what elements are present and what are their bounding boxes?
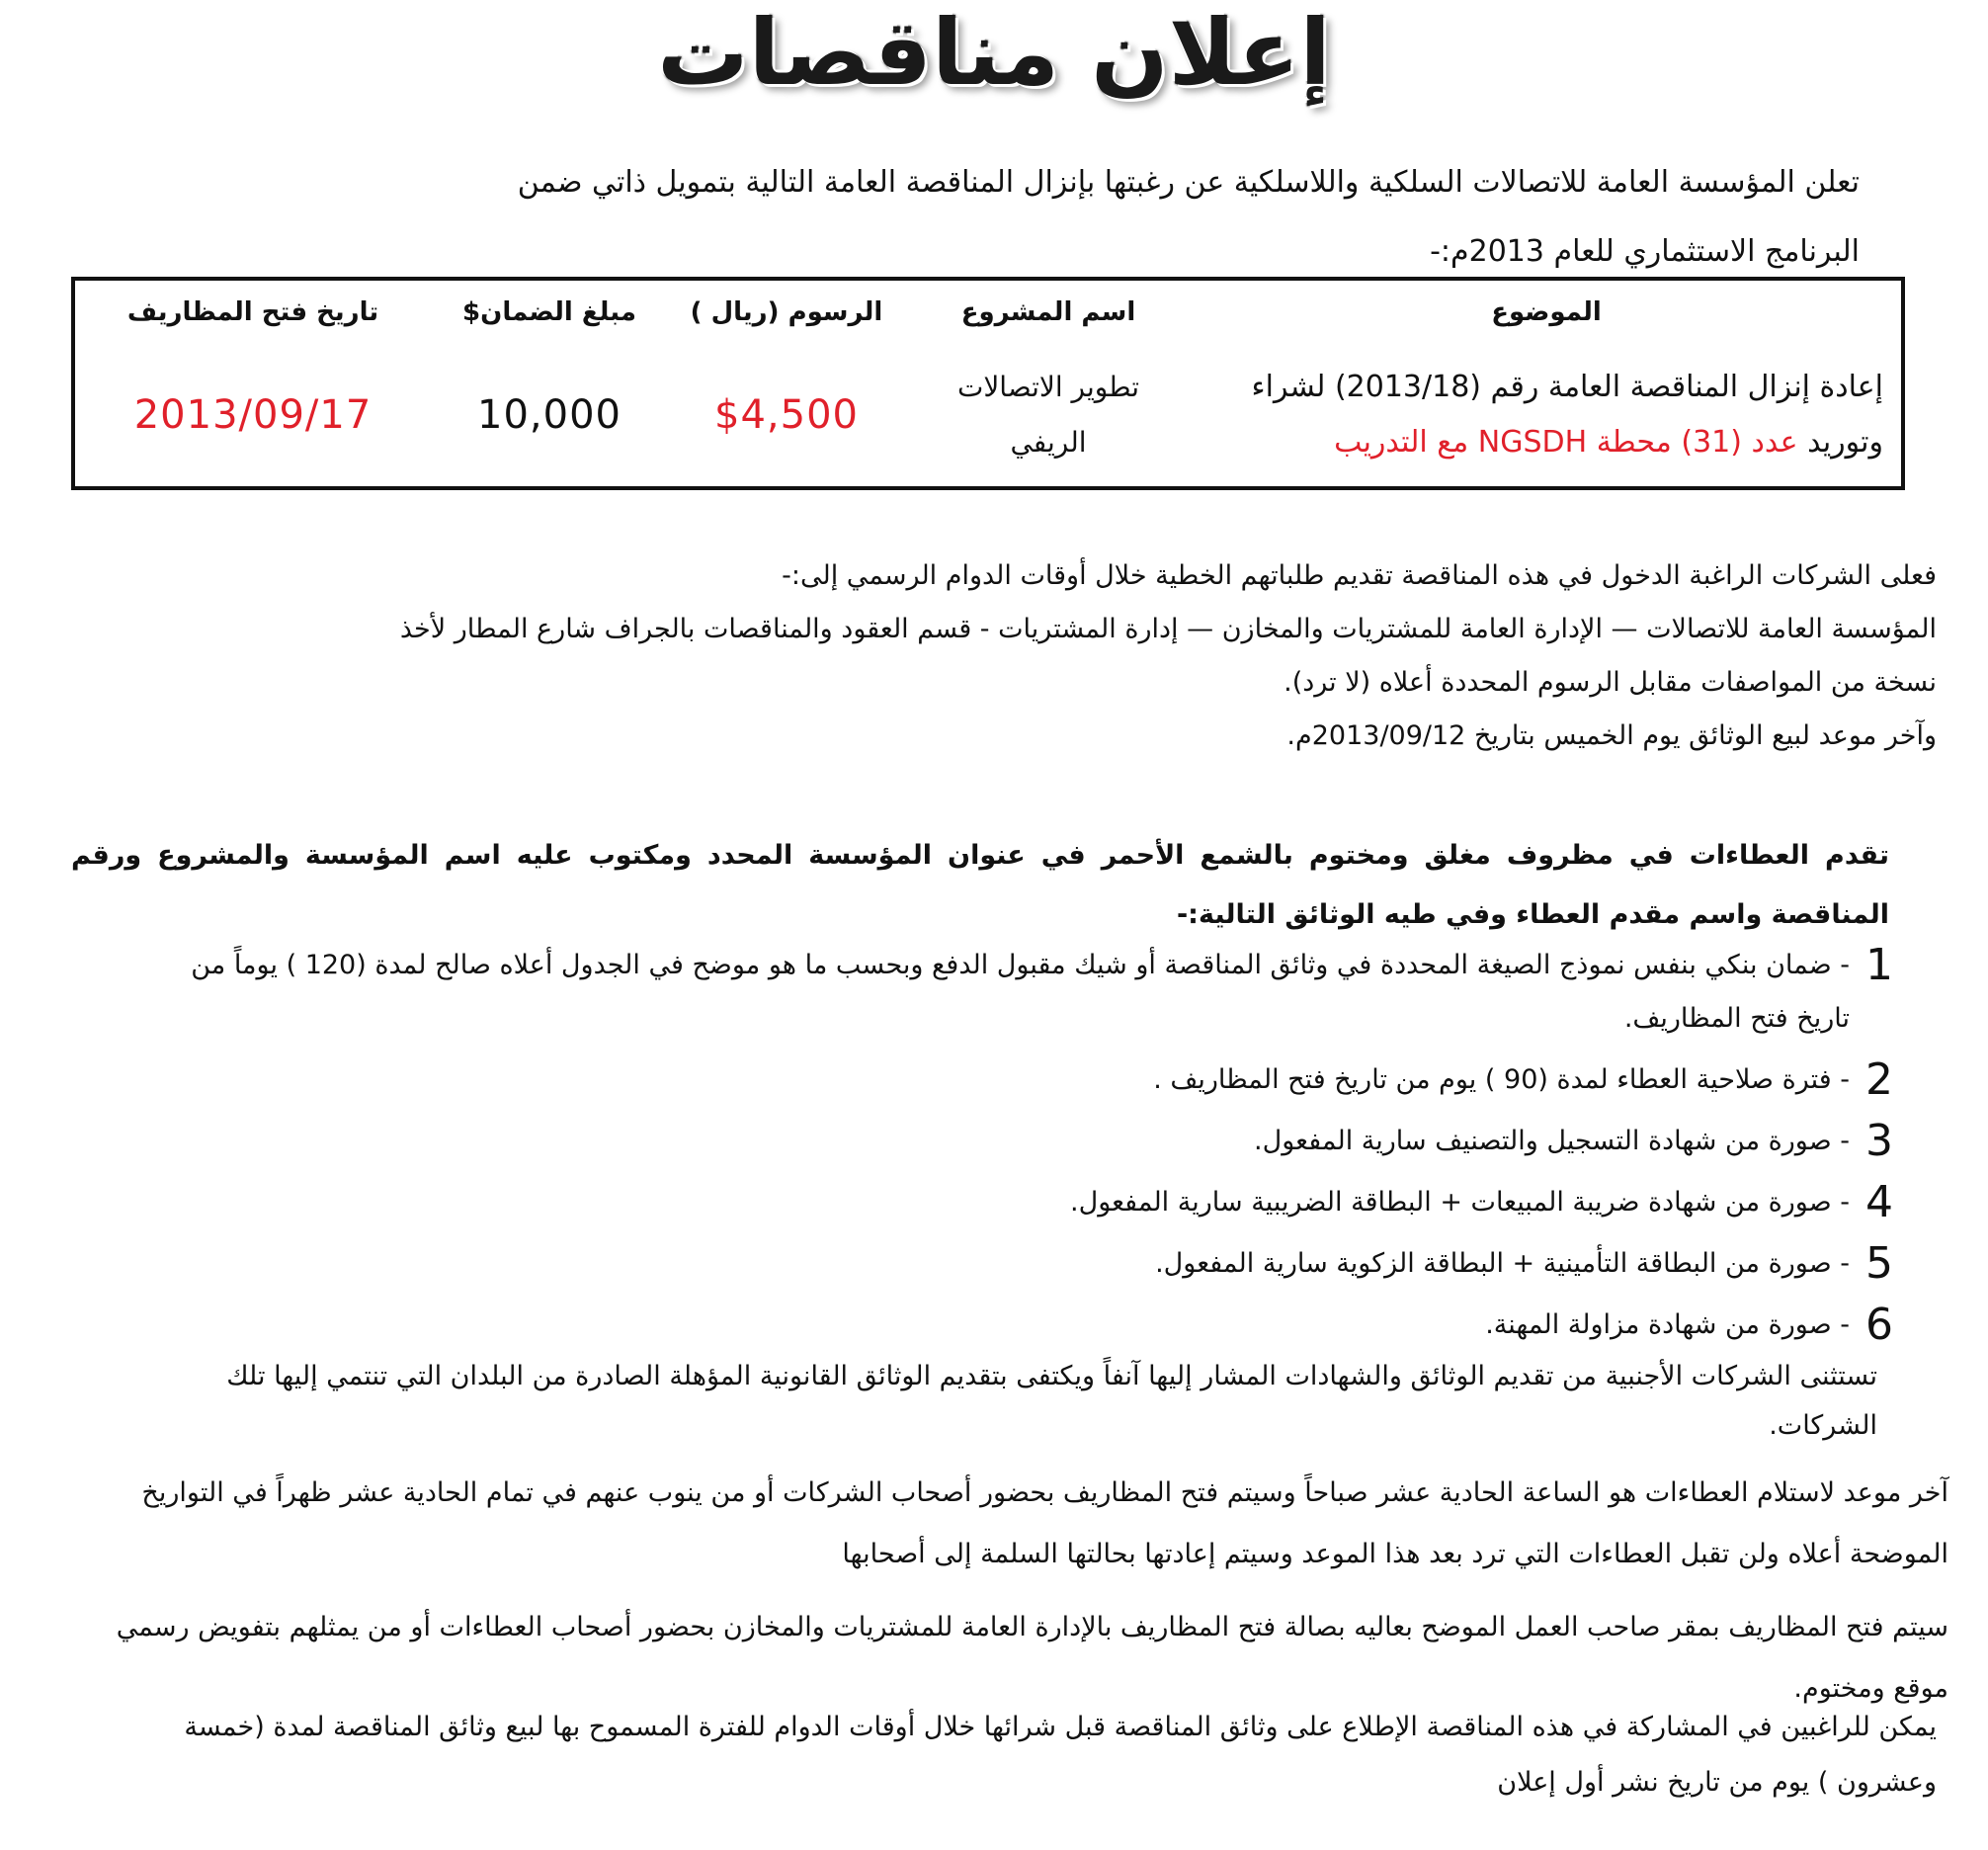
list-item [130, 1237, 1909, 1291]
list-item [130, 1053, 1909, 1107]
foreign-companies-note: تستثنى الشركات الأجنبية من تقديم الوثائق والشهادات المشار إليها آنفاً ويكتفى بتقديم الوثائق القانونية المؤهلة الصادرة من البلدان التي تنتمي إليها تلك الشركات. [226, 1361, 1877, 1441]
intro-paragraph [101, 148, 1860, 287]
subject-line-1: إعادة إنزال المناقصة العامة رقم (2013/18) لشراء [1251, 370, 1883, 404]
note-deadline: آخر موعد لاستلام العطاءات هو الساعة الحادية عشر صباحاً وسيتم فتح المظاريف بحضور أصحاب الشركات أو من ينوب عنهم في تمام الحادية عشر ظهراً في التواريخ الموضحة أعلاه ولن تقبل العطاءات التي ترد بعد هذا الموعد وسيتم إعادتها بحالتها السلمة إلى أصحابها [141, 1477, 1948, 1569]
item-text: - صورة من شهادة التسجيل والتصنيف سارية المفعول. [1254, 1126, 1850, 1156]
item-number: 5 [1865, 1238, 1893, 1289]
closing-paragraph: يمكن للراغبين في المشاركة في هذه المناقصة الإطلاع على وثائق المناقصة قبل شرائها خلال أوقات الدوام للفترة المسموح بها لبيع وثائق المناقصة لمدة (خمسة وعشرون ) يوم من تاريخ نشر أول إعلان [184, 1712, 1937, 1798]
item-text: - صورة من شهادة ضريبة المبيعات + البطاقة الضريبية سارية المفعول. [1070, 1187, 1850, 1218]
notes-section [71, 1463, 1948, 1731]
cell-opening-date [73, 344, 431, 488]
project-line-1: تطوير الاتصالات [956, 371, 1140, 403]
instructions-line-3: نسخة من المواصفات مقابل الرسوم المحددة أعلاه (لا ترد). [1284, 667, 1937, 698]
opening-date-value: 2013/09/17 [133, 392, 373, 438]
header-guarantee: مبلغ الضمان$ [462, 297, 636, 327]
tender-table-header [73, 279, 1903, 344]
list-item [130, 1299, 1909, 1352]
intro-line-2: البرنامج الاستثماري للعام 2013م:- [1430, 234, 1860, 269]
item-number: 4 [1865, 1177, 1893, 1227]
project-line-2: الريفي [1010, 426, 1087, 459]
item-number: 6 [1865, 1300, 1893, 1350]
guarantee-value: 10,000 [477, 392, 621, 438]
subject-line-2 [1198, 415, 1883, 470]
header-opening-date: تاريخ فتح المظاريف [73, 279, 431, 344]
fees-value: $4,500 [714, 392, 859, 438]
requirements-list [130, 939, 1909, 1360]
cell-fees [668, 344, 905, 488]
note-opening: سيتم فتح المظاريف بمقر صاحب العمل الموضح بعاليه بصالة فتح المظاريف بالإدارة العامة للمشتريات والمخازن بحضور أصحاب العطاءات أو من يمثلهم بتفويض رسمي موقع ومختوم. [116, 1612, 1948, 1704]
list-item [130, 939, 1909, 1046]
item-number: 1 [1865, 940, 1893, 990]
list-item [130, 1115, 1909, 1168]
item-text: - فترة صلاحية العطاء لمدة (90 ) يوم من تاريخ فتح المظاريف . [1153, 1064, 1850, 1095]
table-row [73, 344, 1903, 488]
list-item [130, 1176, 1909, 1229]
header-fees: الرسوم (ريال ) [690, 297, 883, 327]
cell-subject [1192, 344, 1903, 488]
item-number: 3 [1865, 1116, 1893, 1166]
header-subject: الموضوع [1491, 297, 1602, 327]
tender-table [71, 277, 1905, 490]
item-number: 2 [1865, 1054, 1893, 1105]
instructions-line-2: المؤسسة العامة للاتصالات — الإدارة العامة للمشتريات والمخازن — إدارة المشتريات - قسم العقود والمناقصات بالجراف شارع المطار لأخذ [399, 614, 1937, 644]
instructions-line-1: فعلى الشركات الراغبة الدخول في هذه المناقصة تقديم طلباتهم الخطية خلال أوقات الدوام الرسمي إلى:- [782, 560, 1937, 591]
subject-line-2-highlight: عدد (31) محطة NGSDH مع التدريب [1334, 425, 1798, 460]
item-text: - صورة من شهادة مزاولة المهنة. [1485, 1309, 1850, 1340]
envelope-instructions: تقدم العطاءات في مظروف مغلق ومختوم بالشمع الأحمر في عنوان المؤسسة المحدد ومكتوب عليه اسم المؤسسة والمشروع ورقم المناقصة واسم مقدم العطاء وفي طيه الوثائق التالية:- [71, 840, 1889, 930]
intro-line-1: تعلن المؤسسة العامة للاتصالات السلكية واللاسلكية عن رغبتها بإنزال المناقصة العامة التالية بتمويل ذاتي ضمن [517, 165, 1860, 200]
cell-project [905, 344, 1192, 488]
submission-instructions [59, 549, 1937, 763]
subject-line-2-prefix: وتوريد [1797, 425, 1883, 460]
announcement-title: إعلان مناقصات [657, 0, 1331, 106]
item-text: - ضمان بنكي بنفس نموذج الصيغة المحددة في وثائق المناقصة أو شيك مقبول الدفع وبحسب ما هو موضح في الجدول أعلاه صالح لمدة (120 ) يوماً من تاريخ فتح المظاريف. [191, 950, 1850, 1034]
cell-guarantee [431, 344, 668, 488]
item-text: - صورة من البطاقة التأمينية + البطاقة الزكوية سارية المفعول. [1155, 1248, 1850, 1279]
header-project: اسم المشروع [960, 297, 1136, 327]
instructions-line-4: وآخر موعد لبيع الوثائق يوم الخميس بتاريخ 2013/09/12م. [1286, 720, 1937, 751]
